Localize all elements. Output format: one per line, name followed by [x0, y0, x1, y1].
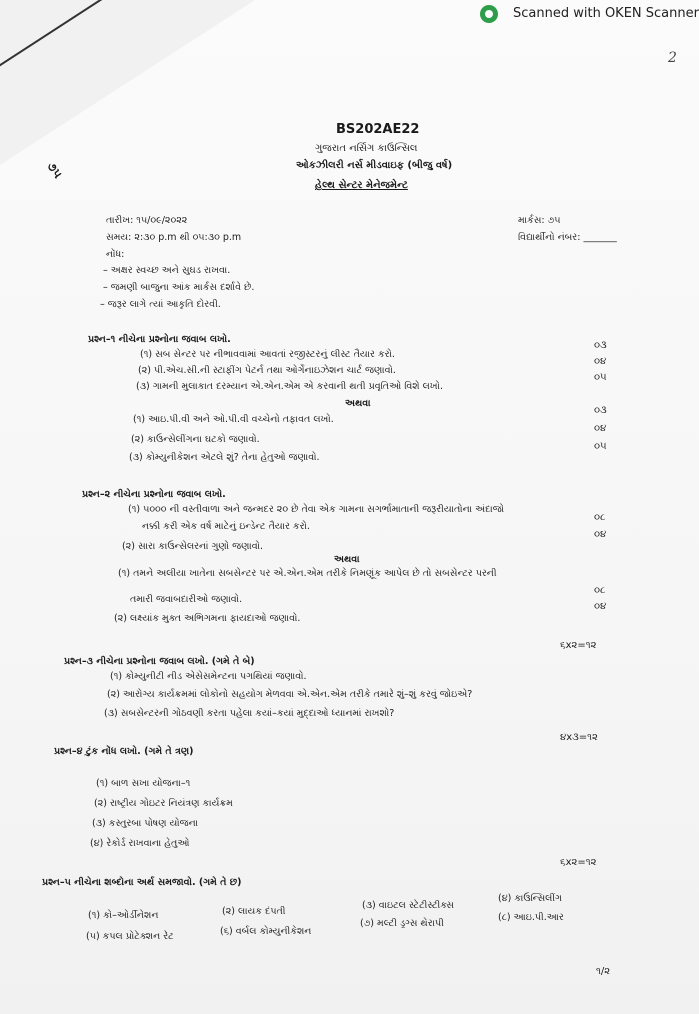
q1-alt-item: (૧) આઇ.પી.વી અને ઓ.પી.વી વચ્ચેનો તફાવત લખો.	[133, 414, 334, 425]
q5-term: (૨) લાયક દંપતી	[222, 906, 286, 917]
q1-alt-mark: ૦૫	[594, 441, 607, 452]
q5-term: (૮) આઇ.પી.આર	[498, 912, 564, 923]
q3-title: પ્રશ્ન–૩ નીચેના પ્રશ્નોના જવાબ લખો. (ગમે તે બે)	[64, 656, 255, 667]
q4-title: પ્રશ્ન–૪ ટુંક નોંધ લખો. (ગમે તે ત્રણ)	[54, 746, 194, 757]
q4-item: (૧) બાળ સખા યોજના–૧	[96, 778, 191, 789]
q2-item1-line1: (૧) ૫૦૦૦ ની વસ્તીવાળા અને જન્મદર ૨૦ છે તેવા એક ગામના સગર્ભામાતાની જરૂરીયાતોના અંદાજો	[128, 504, 505, 515]
q2-or-label: અથવા	[334, 554, 360, 565]
q1-item: (૨) પી.એચ.સી.ની સ્ટાફીંગ પેટર્ન તથા ઓર્ગેનાઇઝેશન ચાર્ટ જણાવો.	[138, 365, 396, 376]
q5-term: (૫) કપલ પ્રોટેક્શન રેટ	[86, 931, 174, 942]
q3-item: (૧) કોમ્યુનીટી નીડ એસેસમેન્ટના પગથિયાં જણાવો.	[110, 671, 307, 682]
q1-or-label: અથવા	[345, 398, 371, 409]
q5-term: (૧) કો–ઓર્ડીનેશન	[88, 910, 159, 921]
exam-date: તારીખ: ૧૫/૦૯/૨૦૨૨	[106, 215, 188, 226]
q1-mark: ૦૩	[594, 340, 607, 351]
q1-alt-item: (૩) કોમ્યુનીકેશન એટલે શું? તેના હેતુઓ જણાવો.	[129, 452, 320, 463]
q5-marks: ૬x૨=૧૨	[560, 857, 597, 868]
q2-alt1-line1: (૧) તમને અલીયા ખાતેના સબસેન્ટર પર એ.એન.એમ તરીકે નિમણૂંક આપેલ છે તો સબસેન્ટર પરની	[118, 568, 497, 579]
q4-item: (૨) રાષ્ટ્રીય ગોઇટર નિયંત્રણ કાર્યક્રમ	[94, 798, 233, 809]
scanner-logo-icon	[480, 5, 498, 23]
q2-alt-mark: ૦૪	[594, 601, 607, 612]
q1-alt-item: (૨) કાઉન્સેલીંગના ઘટકો જણાવો.	[131, 434, 260, 445]
q2-alt2: (૨) લક્ષ્યાંક મુક્ત અભિગમના ફાયદાઓ જણાવો.	[114, 613, 301, 624]
exam-code: BS202AE22	[336, 122, 420, 137]
scanner-watermark: Scanned with OKEN Scanner	[513, 6, 699, 21]
q2-mark: ૦૮	[594, 512, 606, 523]
q4-item: (૩) કસ્તુરબા પોષણ યોજના	[92, 818, 199, 829]
q4-marks: ૪x૩=૧૨	[560, 732, 598, 743]
q2-item1-line2: નક્કી કરી એક વર્ષ માટેનું ઇન્ડેન્ટ તૈયાર કરો.	[142, 521, 310, 532]
q2-alt1-line2: તમારી જવાબદારીઓ જણાવો.	[130, 594, 243, 605]
note-item: – જરૂર લાગે ત્યાં આકૃતિ દોરવી.	[100, 299, 221, 310]
q1-mark: ૦૪	[594, 356, 607, 367]
page-corner-mark: 2	[668, 50, 677, 66]
q1-alt-mark: ૦૪	[594, 423, 607, 434]
note-item: – જમણી બાજુના આંક માર્કસ દર્શાવે છે.	[103, 282, 255, 293]
q5-term: (૩) વાઇટલ સ્ટેટીસ્ટીક્સ	[362, 900, 454, 911]
margin-score-note: ૭૫	[44, 159, 66, 181]
q5-term: (૬) વર્બલ કોમ્યુનીકેશન	[220, 926, 312, 937]
q2-item2: (૨) સારા કાઉન્સેલરનાં ગુણો જણાવો.	[122, 541, 264, 552]
q3-item: (૩) સબસેન્ટરની ગોઠવણી કરતા પહેલા કયાં–કયાં મુદ્દાઓ ધ્યાનમાં રાખશો?	[104, 708, 395, 719]
q5-term: (૭) મલ્ટી ડ્રગ્સ થેરાપી	[360, 918, 444, 929]
subject-title: હેલ્થ સેન્ટર મેનેજમેન્ટ	[315, 180, 408, 191]
q1-title: પ્રશ્ન–૧ નીચેના પ્રશ્નોના જવાબ લખો.	[88, 334, 231, 345]
folded-paper-corner	[0, 0, 255, 165]
council-name: ગુજરાત નર્સિંગ કાઉન્સિલ	[315, 143, 418, 154]
q1-alt-mark: ૦૩	[594, 405, 607, 416]
q1-item: (૧) સબ સેન્ટર પર નીભાવવામાં આવતાં રજીસ્ટરનું લીસ્ટ તૈયાર કરો.	[140, 349, 395, 360]
q3-marks: ૬x૨=૧૨	[560, 640, 597, 651]
q5-title: પ્રશ્ન–૫ નીચેના શબ્દોના અર્થ સમજાવો. (ગમે તે છ)	[42, 877, 242, 888]
q2-alt-mark: ૦૮	[594, 585, 606, 596]
q5-term: (૪) કાઉન્સિલીંગ	[498, 893, 562, 904]
q1-mark: ૦૫	[594, 372, 607, 383]
total-marks: માર્કસ: ૭૫	[518, 215, 561, 226]
page-number: ૧/૨	[596, 966, 611, 977]
q4-item: (૪) રેકોર્ડ રાખવાના હેતુઓ	[90, 838, 190, 849]
q1-item: (૩) ગામની મુલાકાત દરમ્યાન એ.એન.એમ એ કરવાની થતી પ્રવૃતિઓ વિશે લખો.	[136, 381, 444, 392]
student-number-field: વિદ્યાર્થીનો નંબર: _______	[518, 232, 617, 243]
q2-mark: ૦૪	[594, 529, 607, 540]
q2-title: પ્રશ્ન–૨ નીચેના પ્રશ્નોના જવાબ લખો.	[82, 489, 226, 500]
note-title: નોંધ:	[106, 249, 125, 260]
q3-item: (૨) આરોગ્ય કાર્યક્રમમાં લોકોનો સહયોગ મેળવવા એ.એન.એમ તરીકે તમારે શું–શું કરવું જોઇએ?	[107, 689, 473, 700]
course-name: ઓકઝીલરી નર્સ મીડવાઇફ (બીજુ વર્ષ)	[296, 160, 453, 171]
note-item: – અક્ષર સ્વચ્છ અને સુઘડ રાખવા.	[103, 265, 231, 276]
exam-time: સમય: ૨:૩૦ p.m થી ૦૫:૩૦ p.m	[106, 232, 242, 243]
